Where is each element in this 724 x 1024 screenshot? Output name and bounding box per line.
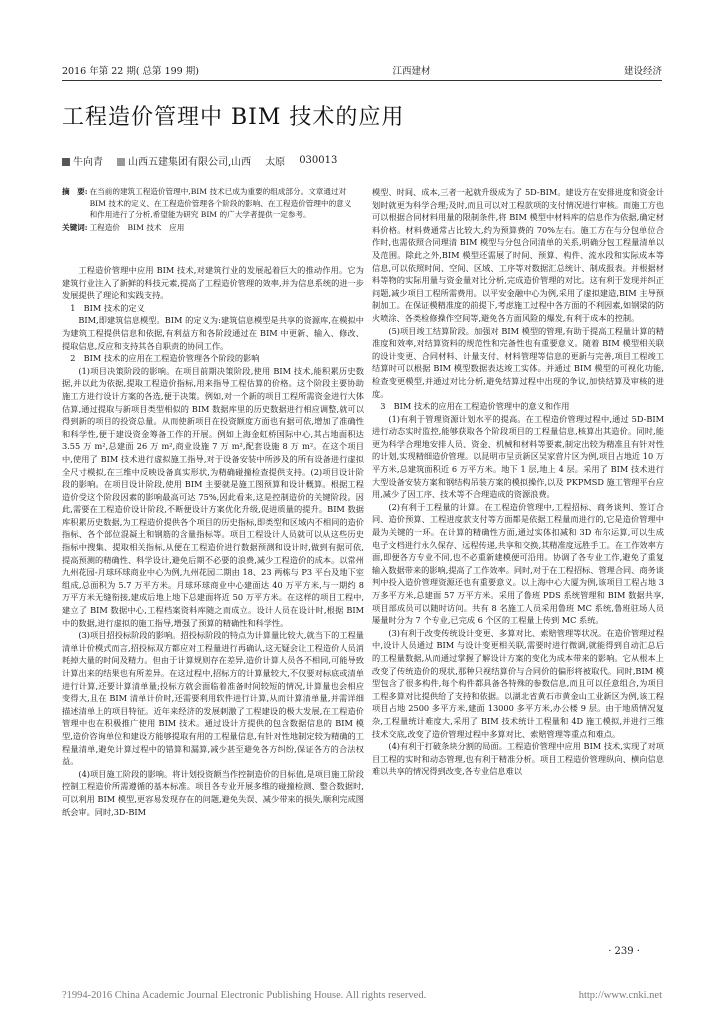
journal-name: 江西建材 <box>392 66 431 77</box>
paragraph: (1)有利于管理资源计划水平的提高。在工程造价管理过程中,通过 5D-BIM 进行动态实时监控,能够获取各个阶段项目的工程量信息,核算出其造价。同时,能更为科学合理地安排人员、资金、机械和材料等要素,制定出较为精准且有针对性的计划,实现精细造价管理。以昆明市呈贡新区吴家营片区为例,项目占地近 10 万平方米,总建筑面积近 6 万平方米。地下 1 层,地上 4 层。采用了 BIM 技术进行大型设备安装方案和钢结构吊装方案的模拟操作,以及 PKPMSD 施工管理平台应用,减少了因工序、技术等不合理造成的资源浪费。 <box>372 413 664 500</box>
author-name-group <box>62 153 103 168</box>
page-number: · 239 · <box>608 946 640 957</box>
author-line <box>62 153 662 168</box>
running-header <box>62 62 662 81</box>
abstract-text: 在当前的建筑工程造价管理中,BIM 技术已成为重要的组成部分。文章通过对 BIM 技术的定义、在工程造价管理各个阶段的影响、在工程造价管理中的意义和作用进行了分析,希望能为研究 BIM 的广大学者提供一定参考。 <box>89 187 352 220</box>
section-heading: 2 BIM 技术的应用在工程造价管理各个阶段的影响 <box>70 353 260 364</box>
copyright-text: ?1994-2016 China Academic Journal Electronic Publishing House. All rights reserved. <box>62 990 427 1001</box>
abstract-row <box>62 186 364 221</box>
keywords-label: 关键词: <box>62 222 88 232</box>
article-title: 工程造价管理中 BIM 技术的应用 <box>62 105 405 130</box>
section-heading: 3 BIM 技术的应用在工程造价管理中的意义和作用 <box>380 401 570 412</box>
author-affiliation: 山西五建集团有限公司,山西 <box>128 157 252 168</box>
abstract-label: 摘 要: <box>62 187 88 196</box>
author-name: 牛向青 <box>73 157 103 168</box>
author-postcode: 030013 <box>299 155 338 166</box>
paragraph: (3)有利于改变传统设计变更、多算对比、索赔管理等状况。在造价管理过程中,设计人员通过 BIM 与设计变更相关联,需要时进行微调,就能得到自动汇总后的工程量数据,从而通过掌握了解设计方案的变化为成本带来的影响。它从根本上改变了传统造价的现状,那种只视结算价与合同价的偏形将被取代。同时,BIM 模型包含了很多构件,每个构件都具备各特殊的参数信息,而且可以任意组合,为项目工程多算对比提供给了支持和依据。以湖北省黄石市黄金山工业新区为例,该工程项目占地 2500 多平方米,建面 13000 多平方米,办公楼 9 层。由于地质情况复杂,工程量统计难度大,采用了 BIM 技术统计工程量和 4D 施工模拟,并进行三维技术交底,改变了造价管理过程中多算对比、索赔管理等重点和难点。 <box>372 627 664 739</box>
affiliation-group <box>117 153 251 168</box>
paragraph: BIM,即建筑信息模型。BIM 的定义为:建筑信息模型是共享的资源库,在模拟中为建筑工程提供信息和依据,有利益方和各阶段通过在 BIM 中更新、输入、修改、提取信息,反应和支持其各自职责的协同工作。 <box>62 315 364 351</box>
keywords-text: 工程造价 BIM 技术 应用 <box>89 222 185 232</box>
paragraph: (4)有利于打破条块分割的局面。工程造价管理中应用 BIM 技术,实现了对项目工程的实时和动态管理,也有利于精准分析。项目工程造价管理纵向、横向信息难以共享的情况得到改变,各专业信息难以 <box>372 741 664 777</box>
right-column <box>372 186 664 938</box>
keywords-row <box>62 222 364 234</box>
square-bullet-icon <box>117 158 125 166</box>
square-bullet-icon <box>62 158 70 166</box>
section-heading: 1 BIM 技术的定义 <box>70 302 145 313</box>
paragraph: (5)项目竣工结算阶段。加强对 BIM 模型的管理,有助于提高工程量计算的精准度和效率,对结算资料的规范性和完备性也有重要意义。随着 BIM 模型相关联的设计变更、合同材料、计量支付、材料管理等信息的更新与完善,项目工程竣工结算时可以根据 BIM 模型数据表达竣工实体。并通过 BIM 模型的可视化功能,检查变更模型,并通过对比分析,避免结算过程中出现的争议,加快结算及审核的进度。 <box>372 325 664 399</box>
copyright-footer <box>62 990 662 1001</box>
section-name: 建设经济 <box>623 66 662 77</box>
issue-info: 2016 年第 22 期( 总第 199 期) <box>62 66 199 77</box>
paragraph: (1)项目决策阶段的影响。在项目前期决策阶段,使用 BIM 技术,能积累历史数据,并以此为依据,提取工程造价指标,用来指导工程估算的价格。这个阶段主要协助施工方进行设计方案的各选,便于决策。例如,对一个新的项目工程所需资金进行大体估算,通过提取与新项目类型相似的 BIM 数据库里的历史数据进行相应调整,就可以得到新的项目的投资总量。从而使新项目在投资额度方面也有据可依,增加了准确性和科学性,便于建设资金筹备工作的开展。例如上海金虹桥国际中心,其占地面积达 3.55 万 m²,总建面 26 万 m²,商业设施 7 万 m²,配套设施 8 万 m²。在这个项目中,使用了 BIM 技术进行虚拟施工指导,对于设备安装中所涉及的所有设备进行虚拟全尺寸模拟,在三维中反映设备真实形状,为精确碰撞检查提供支持。(2)项目设计阶段的影响。在项目设计阶段,使用 BIM 主要就是施工图预算和设计概算。根据工程造价受这个阶段因素的影响最高可达 75%,因此看来,这是控制造价的关键阶段。因此,需要在工程造价设计阶段,不断便设计方案优化升级,促进质量的提升。BIM 数据库积累历史数据,为工程造价提供各个项目的历史指标,即类型和区域内不相同的造价指标、各个部位混凝土和钢筋的含量指标等。项目工程设计人员就可以从这些历史指标中搜集、提取相关指标,从便在工程造价进行数据预测和设计时,做到有据可依,提高预测的精确性、科学设计,避免后期不必要的浪费,减少工程造价的成本。以常州九州花园-月球环球商业中心为例,九州花园二期由 18、23 两栋与 P3 平台及地下室组成,总面积为 5.7 万平方米。月球环球商业中心建面达 40 万平方米,与一期约 8 万平方米无缝衔接,建成后地上地下总建面将近 50 万平方米。在这样的项目工程中,建立了 BIM 数据中心,工程档案资料库随之而成立。设计人员在设计时,根据 BIM 中的数据,进行虚拟的施工指导,增强了预算的精确性和科学性。 <box>62 365 364 628</box>
abstract-block <box>62 186 364 233</box>
cnki-link[interactable]: http://www.cnki.net <box>578 990 662 1001</box>
paragraph: (2)有利于工程量的计算。在工程造价管理中,工程招标、商务谈判、签订合同、造价预算、工程进度款支付等方面都是依据工程量而进行的,它是造价管理中最为关键的一环。在计算的精确性方面,通过实体扣减和 3D 布尔运算,可以生成电子文档进行永久保存、远程传递,共享和交换,其精准度远胜手工。在工作效率方面,即便各方专业不同,也不必重新建模便可沿用。协调了各专业工作,避免了重复输入数据带来的影响,提高了工作效率。同时,对于在工程招标、管理合同、商务谈判中投入造价管理资源还也有重要意义。以上海中心大厦为例,该项目工程占地 3 万多平方米,总建面 57 万平方米。采用了鲁班 PDS 系统管理和 BIM 数据共享,项目部成员可以随时访问。共有 8 名施工人员采用鲁班 MC 系统,鲁班驻场人员屡量时分为 7 个专业,已完成 6 个区的工程量上传到 MC 系统。 <box>372 501 664 626</box>
author-city: 太原 <box>265 157 286 168</box>
left-column <box>62 264 364 952</box>
paragraph: 工程造价管理中应用 BIM 技术,对建筑行业的发展起着巨大的推动作用。它为建筑行业注入了新鲜的科技元素,提高了工程造价管理的效率,并为信息系统的进一步发展提供了理论和实践支持。 <box>62 265 364 301</box>
paragraph: (4)项目施工阶段的影响。将计划投资额当作控制造价的目标值,是项目施工阶段控制工程造价所需遵循的基本标准。项目各专业开展多维的碰撞检测、整合数据时,可以利用 BIM 模型,更容易发现存在的问题,避免失误、减少带来的损失,顺利完成图纸会审。同时,3D-BIM <box>62 768 364 817</box>
paragraph: (3)项目招投标阶段的影响。招投标阶段的特点为计算量比较大,就当下的工程量清单计价模式而言,招投标双方都应对工程量进行再确认,这无疑会让工程造价人员消耗掉大量的时间及精力。但由于计算规则存在差异,造价计算人员各不相同,可能导致计算出来的结果也有所差异。在这过程中,招标方的计算量较大,不仅要对标底或清单进行计算,还要计算清单量;投标方就会面临着准备时间较短的情况,计算量也会相应变得大,且在 BIM 清单计价时,还需要利用软件进行计算,从而计算清单量,并需详细描述清单上的项目特征。近年来经济的发展刺激了工程建设的极大发展,在工程造价管理中也在积极推广使用 BIM 技术。通过设计方提供的包含数据信息的 BIM 模型,造价咨询单位和建设方能够提取有用的工程量信息,有针对性地制定较为精确的工程量清单,避免计算过程中的错算和漏算,减少甚至避免各方纠纷,保证各方的合法权益。 <box>62 630 364 767</box>
paragraph-continued: 模型、时间、成本,三者一起就升级成为了 5D-BIM。建设方在安排进度和资金计划时就更为科学合理;及时,而且可以对工程款项的支付情况进行审核。而施工方也可以根据合同材料用量的限制条件,将 BIM 模型中材料库的信息作为依据,确定材料价格。材料费通常占比较大,约为预算费的 70%左右。施工方在与分包单位合作时,也需依照合同理清 BIM 模型与分包合同清单的关系,明确分包工程量清单以及范围。除此之外,BIM 模型还需展了时间、预算、构件、流水段和实际成本等信息,可以依照时间、空间、区域、工序等对数据汇总统计、制成报表。并根据材料等物的实际用量与资金量对比分析,完成造价管理的对比。这有利于发现并纠正问题,减少项目工程所需费用。以平安金融中心为例,采用了虚拟建造,BIM 主导预制加工。在保证模精准度的前提下,考虑施工过程中各方面的不利因素,如钢梁的防火喷涂、各类检修操作空间等,避免各方面风险的爆发,有利于成本的控制。 <box>372 187 664 323</box>
